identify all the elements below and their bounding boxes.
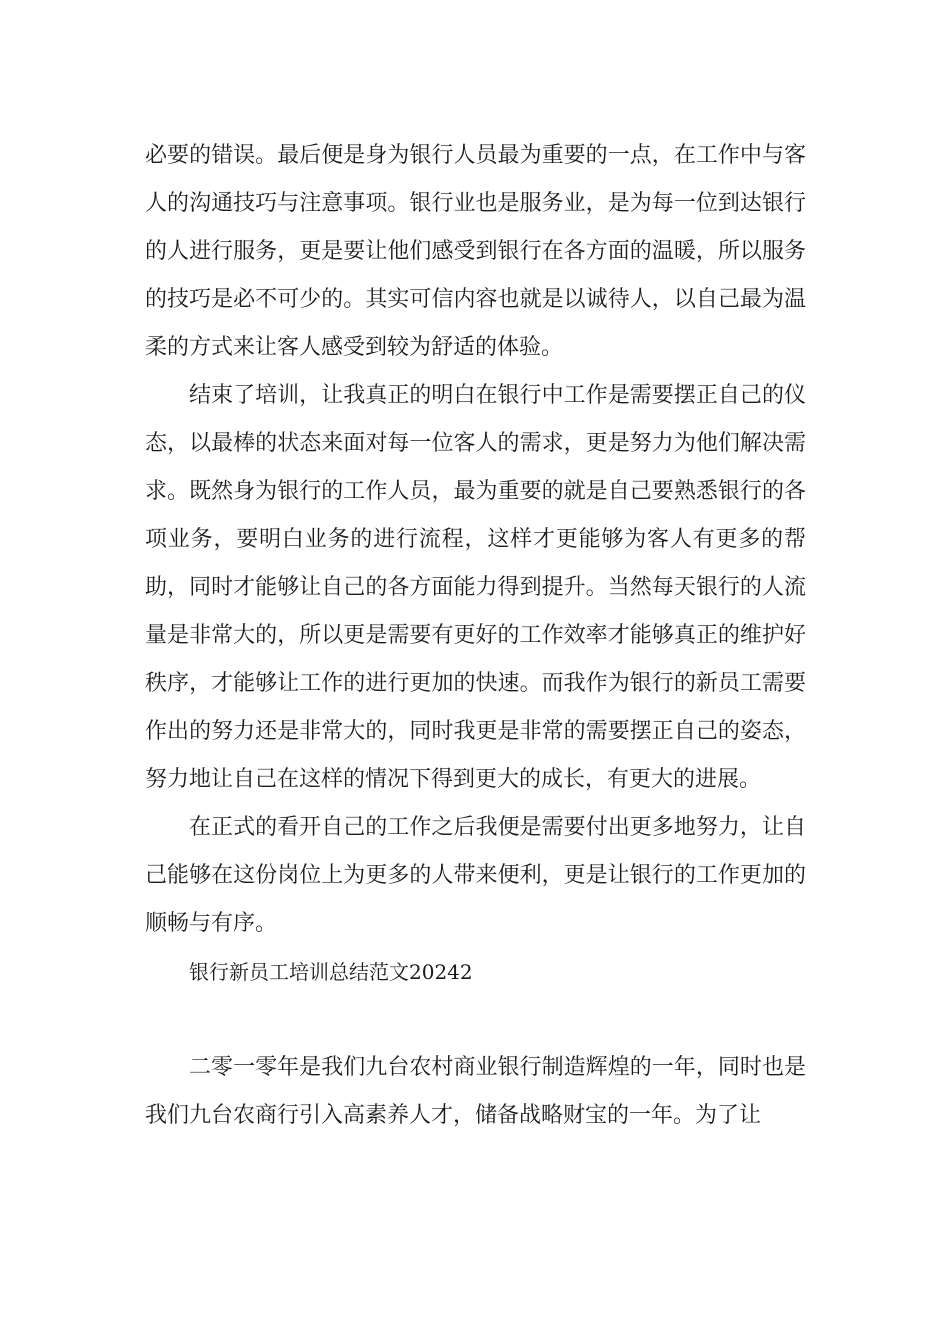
paragraph: 二零一零年是我们九台农村商业银行制造辉煌的一年，同时也是我们九台农商行引入高素养人才，储备战略财宝的一年。为了让 [145,1055,806,1128]
section-title: 银行新员工培训总结范文20242 [189,960,473,984]
paragraph: 结束了培训，让我真正的明白在银行中工作是需要摆正自己的仪态，以最棒的状态来面对每一位客人的需求，更是努力为他们解决需求。既然身为银行的工作人员，最为重要的就是自己要熟悉银行的各项业务，要明白业务的进行流程，这样才更能够为客人有更多的帮助，同时才能够让自己的各方面能力得到提升。当然每天银行的人流量是非常大的，所以更是需要有更好的工作效率才能够真正的维护好秩序，才能够让工作的进行更加的快速。而我作为银行的新员工需要作出的努力还是非常大的，同时我更是非常的需要摆正自己的姿态，努力地让自己在这样的情况下得到更大的成长，有更大的进展。 [145,383,806,792]
document-body [145,132,806,1140]
blank-line [145,996,806,1044]
paragraph: 必要的错误。最后便是身为银行人员最为重要的一点，在工作中与客人的沟通技巧与注意事项。银行业也是服务业，是为每一位到达银行的人进行服务，更是要让他们感受到银行在各方面的温暖，所以服务的技巧是必不可少的。其实可信内容也就是以诚待人，以自己最为温柔的方式来让客人感受到较为舒适的体验。 [145,143,806,360]
paragraph: 在正式的看开自己的工作之后我便是需要付出更多地努力，让自己能够在这份岗位上为更多的人带来便利，更是让银行的工作更加的顺畅与有序。 [145,815,806,936]
